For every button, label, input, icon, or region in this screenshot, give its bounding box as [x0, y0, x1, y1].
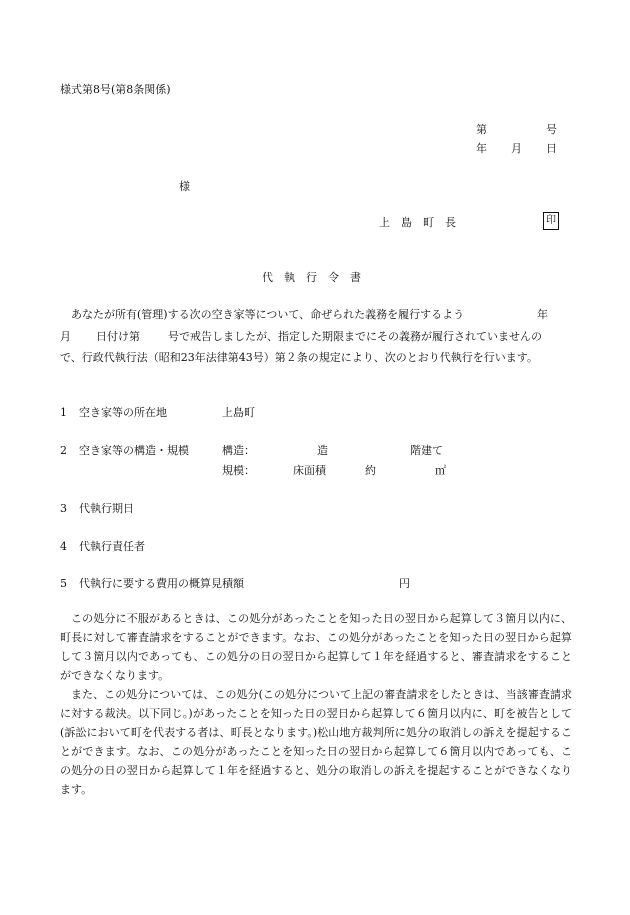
number-prefix: 第	[476, 123, 487, 136]
document-title: 代 執 行 令 書	[262, 271, 361, 284]
item5-number: 5	[60, 577, 67, 590]
floors-unit: 階建て	[410, 444, 443, 457]
item3-number: 3	[60, 502, 67, 515]
structure-unit: 造	[317, 444, 328, 457]
intro-line1-b: 年	[537, 308, 548, 321]
item1-label: 空き家等の所在地	[79, 406, 167, 419]
scale-label: 規模：	[222, 464, 255, 477]
item5-unit: 円	[399, 577, 410, 590]
structure-label: 構造：	[222, 444, 255, 457]
item4-label: 代執行責任者	[79, 540, 145, 553]
notice-paragraph-1: この処分に不服があるときは、この処分があったことを知った日の翌日から起算して３箇月以内に、町長に対して審査請求をすることができます。なお、この処分があったことを知った日の翌日から起算して３箇月以内であっても、この処分の日の翌日から起算して１年を経過すると、審査請求をすることができなくなります。	[60, 612, 572, 682]
item1-value: 上島町	[222, 406, 255, 419]
seal-mark: 印	[543, 212, 559, 230]
intro-line2-c: 号で戒告しましたが、指定した期限までにその義務が履行されていませんの	[168, 330, 542, 343]
form-label: 様式第8号(第8条関係)	[60, 83, 171, 96]
item2-label: 空き家等の構造・規模	[79, 444, 189, 457]
date-day: 日	[546, 142, 557, 155]
floor-area-label: 床面積	[293, 464, 326, 477]
issuer-name: 上 島 町 長	[379, 216, 456, 229]
notice-paragraph-2: また、この処分については、この処分(この処分について上記の審査請求をしたときは、当該審査請求に対する裁決。以下同じ。)があったことを知った日の翌日から起算して６箇月以内に、町を被告として(訴訟において町を代表する者は、町長となります。)松山地方裁判所に処分の取消しの訴えを提起することができます。なお、この処分があったことを知った日の翌日から起算して６箇月以内であっても、この処分の日の翌日から起算して１年を経過すると、処分の取消しの訴えを提起することができなくなります。	[60, 688, 572, 796]
notice-block	[60, 609, 572, 799]
area-unit: ㎡	[435, 464, 446, 477]
date-year: 年	[476, 142, 487, 155]
intro-line3: で、行政代執行法（昭和23年法律第43号）第２条の規定により、次のとおり代執行を行います。	[60, 351, 538, 364]
recipient-suffix: 様	[179, 180, 190, 193]
item4-number: 4	[60, 540, 67, 553]
item1-number: 1	[60, 406, 67, 419]
item5-label: 代執行に要する費用の概算見積額	[79, 577, 244, 590]
number-suffix: 号	[546, 123, 557, 136]
approx-label: 約	[365, 464, 376, 477]
item2-number: 2	[60, 444, 67, 457]
date-month: 月	[511, 142, 522, 155]
intro-line2-b: 日付け第	[96, 330, 140, 343]
intro-line2-a: 月	[60, 330, 71, 343]
intro-line1-a: あなたが所有(管理)する次の空き家等について、命ぜられた義務を履行するよう	[71, 308, 465, 321]
item3-label: 代執行期日	[79, 502, 134, 515]
